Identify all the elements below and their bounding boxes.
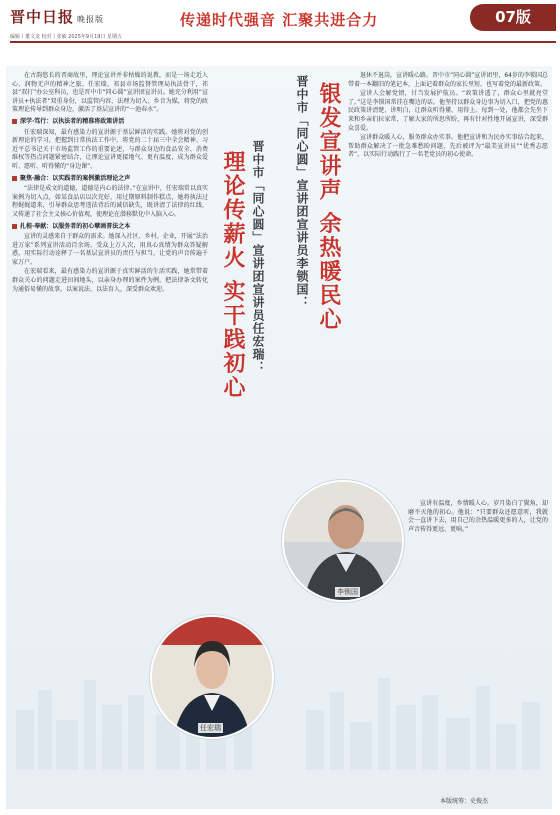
- article-left-paragraph: 在古韵悠长的晋商故里，理论宣讲并非枯燥的说教，而是一场走近人心、润物无声的精神之旅。任宏瑞，祁县市场监督管理局执法骨干，祁县“双打”办公室科员，也是晋中市“同心圆”宣讲团宣讲员。她充分利用“宣讲员+执法者”双重身份，以监管内容、法理为切入、乡音为媒，将党的政策理论传导到群众身边，激活了基层宣讲的“一池春水”。: [12, 72, 208, 114]
- page-number-badge: 07版: [470, 4, 556, 31]
- masthead-edition: 晚报版: [77, 15, 105, 24]
- page-slogan: 传递时代强音 汇聚共进合力: [180, 11, 379, 29]
- article-left-title: 理论传薪火 实干践初心: [220, 150, 246, 400]
- portrait-illustration: [284, 482, 402, 600]
- article-right-body-top: [348, 72, 548, 492]
- editor-meta-line: 编辑丨董文龙 校对丨张敏 2025年9月19日 星期五: [10, 34, 123, 40]
- portrait-illustration: [152, 617, 272, 737]
- article-left-section-text: “法律是成文的道德，道德是内心的法律。”在宣讲中，任宏瑞常以真实案例为切入点，如某食品店以次充好，用过期原料制作糕点，她将执法过程娓娓道来，引导群众思考违法背后的诚信缺失，既讲清了法律的红线，又传递了社会主义核心价值观，使理论在潜移默化中入脑入心。: [12, 185, 208, 218]
- city-skyline-illustration: [6, 650, 552, 770]
- article-right-subtitle: 晋中市「同心圆」宣讲团宣讲员李锁国：: [295, 75, 309, 309]
- article-left-section-heading: 聚焦·融合：以实践者的案例激活理论之声: [12, 175, 208, 184]
- article-left-section-text: 宣讲的灵感来自于群众的需求。她深入社区、乡村、企业，开展“法治进万家”系列宣讲活动百余场，受众上万人次，用真心真情为群众答疑解惑，用实际行动诠释了一名基层宣讲员的责任与担当，让党的声音传遍千家万户。: [12, 233, 208, 266]
- portrait-photo-ren-hongrui: [150, 615, 274, 739]
- article-left-paragraph: 在宏瑞看来，最有感染力的宣讲源于真实鲜活的生活实践，她常带着群众关心的问题走进田间地头，以亲身办理的案件为例，把法律条文转化为通俗易懂的故事，以案说法、以法育人，深受群众欢迎。: [12, 268, 208, 293]
- article-left-body: [12, 72, 208, 612]
- photo-caption-ren-hongrui: 任宏瑞: [200, 724, 221, 732]
- article-right-paragraph: 退休不退岗，宣讲暖心路。晋中市“同心圆”宣讲团里，64岁的李锁国总带着一本翻旧的笔记本，上面记着群众的家长里短，也写着党的最新政策。: [348, 72, 548, 88]
- article-right-section-text: 宣讲群众暖人心，服务群众办实事。他把宣讲和为民办实事结合起来，帮助群众解决了一批急难愁盼问题，先后被评为“最美宣讲员”“优秀志愿者”，以实际行动践行了一名老党员的初心使命。: [348, 134, 548, 159]
- article-right-paragraph: 宣讲人会解党情，甘当发展护航员。“政策讲透了，群众心里就亮堂了。”这是李锁国常挂在嘴边的话。他坚持以群众身边事为切入口，把党的惠民政策讲清楚、讲明白，让群众听得懂、用得上。每到一处，他都会先坐下来和乡亲们拉家常，了解大家的所思所盼，再有针对性地开展宣讲，深受群众喜爱。: [348, 90, 548, 132]
- article-left-subtitle: 晋中市「同心圆」宣讲团宣讲员任宏瑞：: [251, 140, 265, 374]
- newspaper-masthead: [10, 6, 104, 27]
- article-right-section-text: 宣讲有温度，乡情暖人心。岁月染白了鬓角，却磨不灭他的初心。他说：“只要群众还愿意听，我就会一直讲下去，用自己的余热温暖更多的人，让党的声音传得更远、更响。”: [408, 500, 548, 533]
- page-footer-credit: 本版统筹：史俊杰: [440, 798, 489, 805]
- article-right-title: 银发宣讲声 余热暖民心: [316, 82, 342, 332]
- article-right-body-bottom: [408, 500, 548, 640]
- masthead-title: 晋中日报: [10, 8, 75, 26]
- header-divider: [10, 41, 556, 43]
- article-left-section-heading: 扎根·奉献：以服务者的初心擘画普法之本: [12, 223, 208, 232]
- portrait-photo-li-suoguo: [282, 480, 404, 602]
- article-left-section-text: 任宏瑞深知，最有感染力的宣讲源于基层鲜活的实践。她将对党的创新理论的学习，把握到日常执法工作中，将党的二十届三中全会精神、习近平总书记关于市场监管工作的重要论述，与群众身边的食品安全、消费维权等热点问题紧密结合，让理论宣讲更接地气、更有温度，成为群众爱听、愿听、听得懂的“身边课”。: [12, 128, 208, 170]
- article-left-section-heading: 深学·笃行：以执法者的精准将政策讲活: [12, 118, 208, 127]
- photo-caption-li-suoguo: 李锁国: [337, 588, 358, 596]
